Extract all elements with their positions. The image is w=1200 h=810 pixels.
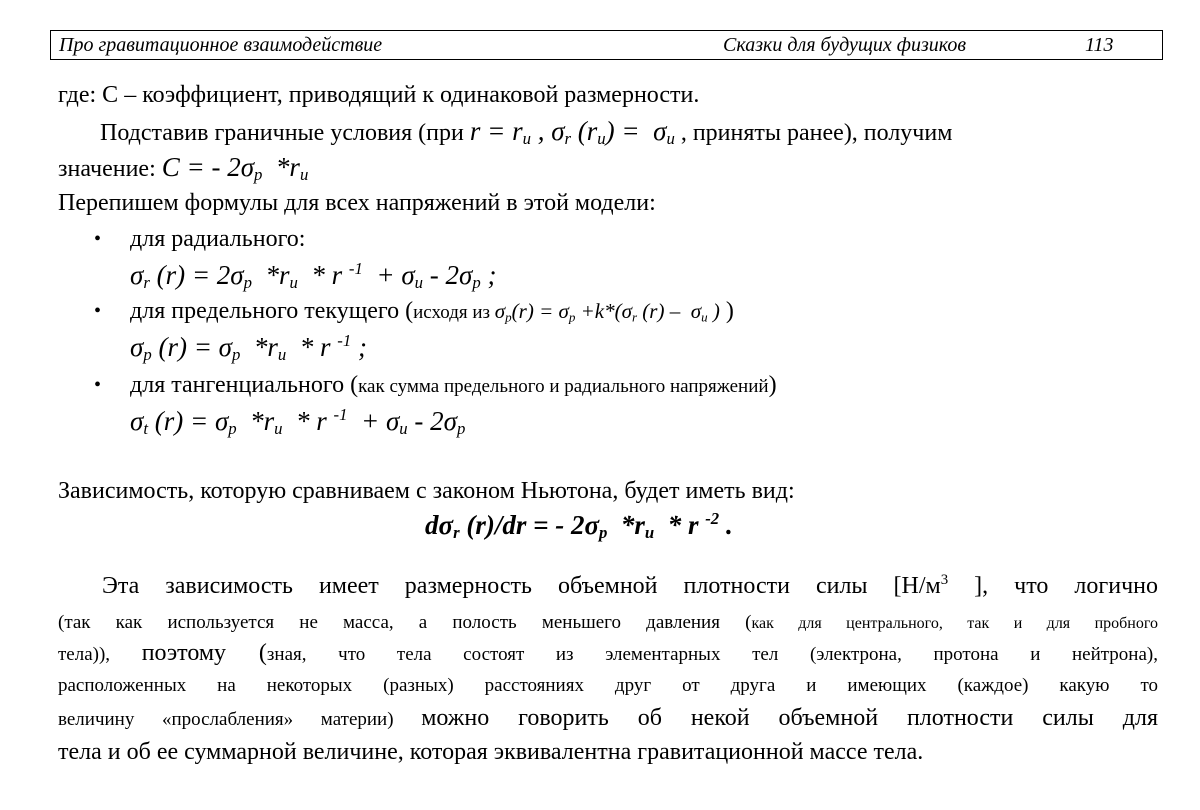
bullet: • (94, 374, 102, 396)
text-line-10: Зависимость, которую сравниваем с законом Ньютона, будет иметь вид: (58, 478, 795, 504)
text-line-2 (100, 116, 952, 148)
text-span: можно говорить об некой объемной плотности силы для (421, 705, 1158, 731)
formula-radial: $\sigma_r$ $(r) = 2\sigma_p$ $*r_u$ * r $^{-1} + \sigma_u - 2\sigma_p$ ; (130, 258, 497, 293)
text-span: , приняты ранее), получим (680, 120, 953, 146)
text-line-3 (58, 152, 308, 184)
text-span: как сумма предельного и радиального напряжений (358, 376, 769, 397)
bullet: • (94, 300, 102, 322)
text-span: ], что логично (948, 573, 1159, 599)
formula-tangent: $\sigma_t$ $(r) = \sigma_p$ $*r_u$ * r $^{-1} + \sigma_u - 2\sigma_p$ (130, 404, 466, 439)
text-span: (так как используется не масса, а полость меньшего давления ( (58, 612, 752, 633)
text-span: зная, что тела состоят из элементарных тел (электрона, протона и нейтрона), (266, 644, 1158, 665)
formula-boundary: $r = r_u$ , $\sigma_r$ $(r_u) = \sigma_u$ (469, 116, 675, 149)
formula-limit: $\sigma_p$ $(r) = \sigma_p$ $*r_u$ * r $^{-1}$ ; (130, 330, 367, 365)
bullet-limit-label: для предельного текущего (исходя из $\sigma_p(r) = \sigma_p +k*(\sigma_r$ $(r) - \sigma_u$ ) ) (130, 298, 734, 325)
page-number: 113 (1085, 34, 1114, 56)
bullet: • (94, 228, 102, 250)
formula-newton: $d\sigma_r$ (r)/dr = - $2\sigma_p$ $*r_u$ * r $^{-2}$ . (425, 508, 733, 543)
text-span: Эта зависимость имеет размерность объемной плотности силы [Н/м (102, 573, 941, 599)
text-span: тела (58, 644, 93, 665)
text-line-1: где: С – коэффициент, приводящий к одинаковой размерности. (58, 82, 700, 108)
text-span: как для центрального, так и для пробного (751, 615, 1158, 632)
text-span: значение: (58, 156, 162, 182)
text-span: для предельного текущего ( (130, 298, 414, 324)
header-title-right: Сказки для будущих физиков (723, 34, 967, 56)
text-span: величину «прослабления» материи) (58, 709, 422, 730)
paragraph-line-2 (58, 606, 1158, 639)
paragraph-line-6: тела и об ее суммарной величине, которая эквивалентна гравитационной массе тела. (58, 739, 924, 765)
paragraph-line-1: Эта зависимость имеет размерность объемной плотности силы [$Н/м^3$ ], что логично (102, 572, 1159, 599)
paragraph-line-5 (58, 703, 1158, 735)
running-header (50, 30, 1163, 60)
text-span: поэтому ( (141, 640, 267, 666)
paragraph-line-4: расположенных на некоторых (разных) расстояниях друг от друга и имеющих (каждое) какую то (58, 675, 1158, 696)
paragraph-line-3: тела)), поэтому (зная, что тела состоят из элементарных тел (электрона, протона и нейтрона), (58, 640, 1158, 666)
header-title-left: Про гравитационное взаимодействие (59, 34, 383, 56)
text-line-4: Перепишем формулы для всех напряжений в этой модели: (58, 190, 656, 216)
formula-c: C = - $2\sigma_p$ $*r_u$ (161, 152, 309, 185)
bullet-tangent-label: для тангенциального (как сумма предельного и радиального напряжений) (130, 372, 777, 398)
text-span: для тангенциального ( (130, 372, 359, 398)
text-span: исходя из (413, 302, 495, 323)
text-span: Подставив граничные условия (при (100, 120, 470, 146)
bullet-radial-label: для радиального: (130, 226, 306, 252)
formula-limit-inline: $\sigma_p(r) = \sigma_p +k*(\sigma_r$ $(r) - \sigma_u$ ) (494, 299, 720, 325)
